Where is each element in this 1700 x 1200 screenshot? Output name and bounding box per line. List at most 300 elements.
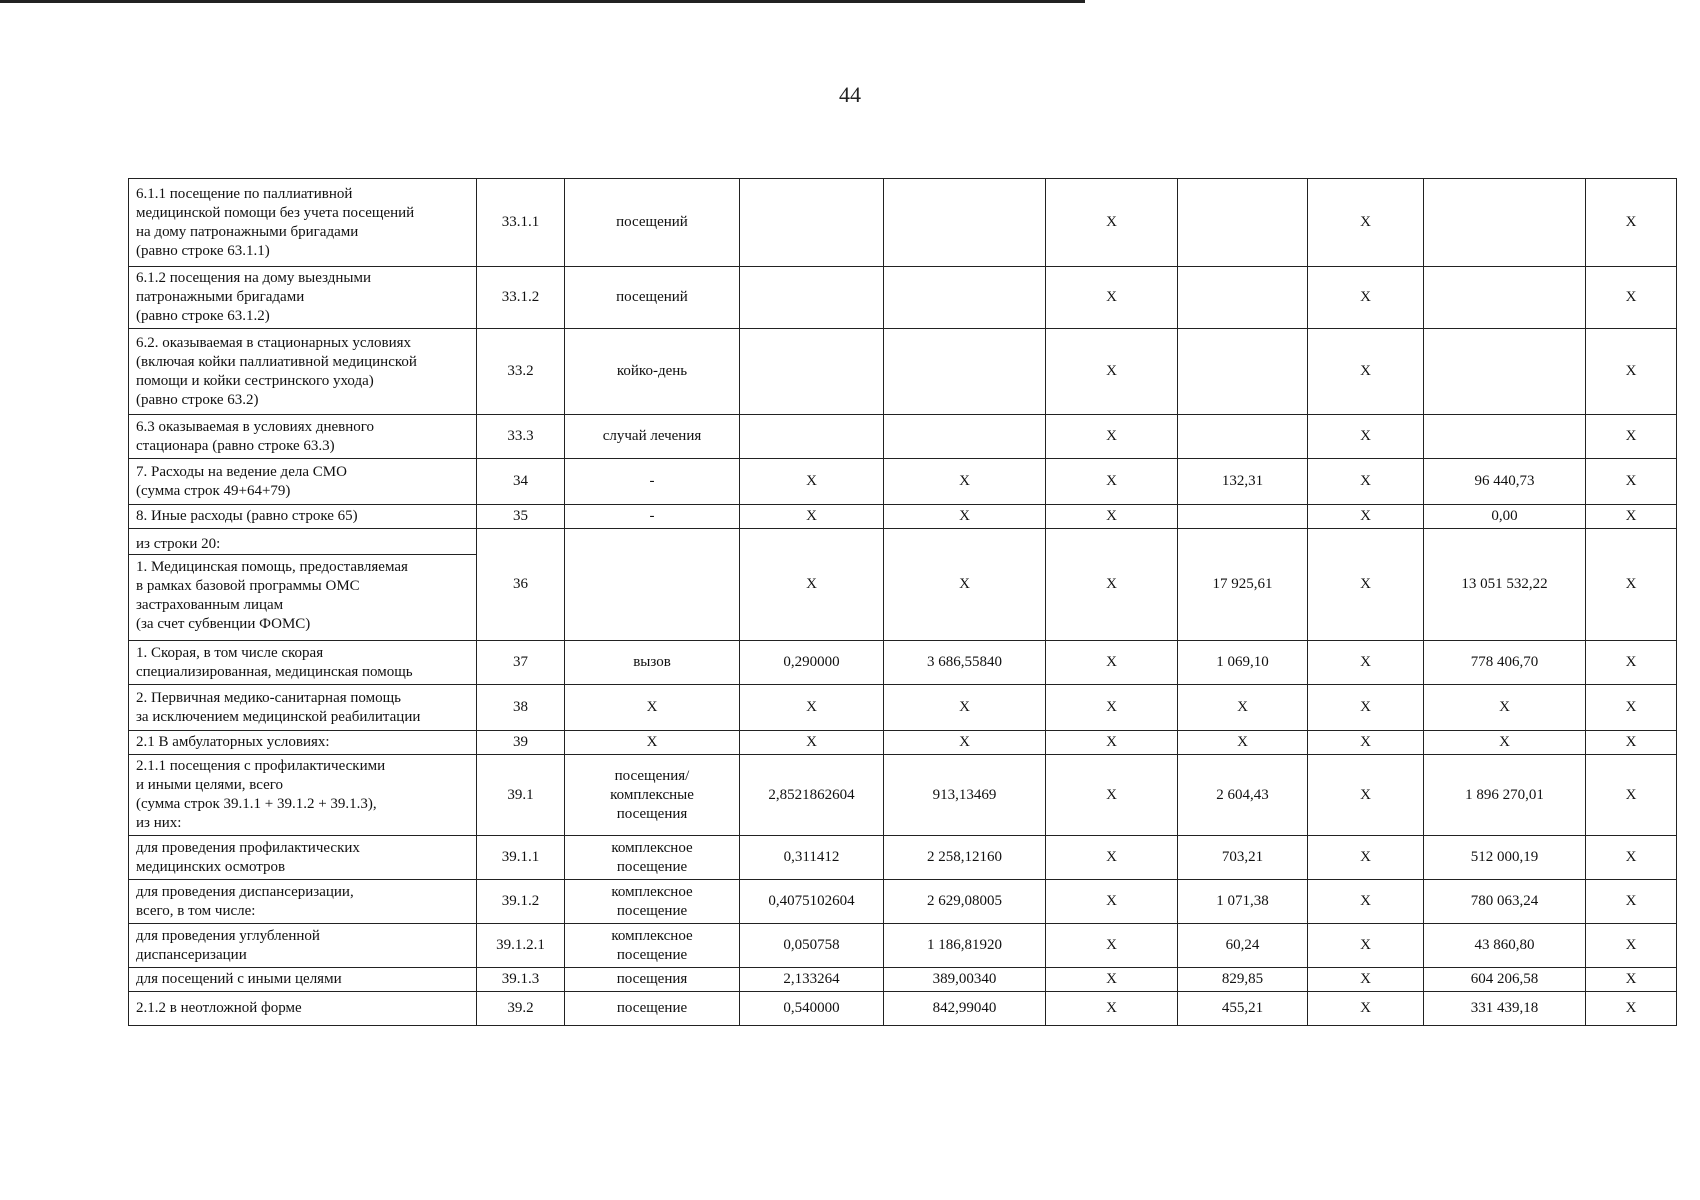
- cell-value: 331 439,18: [1470, 1000, 1539, 1016]
- cell-value: X: [1360, 289, 1371, 305]
- cell-value: X: [1106, 214, 1117, 230]
- cell-value: 2,133264: [783, 971, 840, 987]
- cell-c10: [1586, 880, 1677, 924]
- cell-c7: [1178, 968, 1308, 992]
- cell-code: [477, 880, 565, 924]
- cell-c8: [1308, 459, 1424, 505]
- cell-value: X: [1237, 734, 1248, 750]
- cell-value: 389,00340: [932, 971, 997, 987]
- cell-value: X: [1106, 576, 1117, 592]
- cell-c9: [1424, 968, 1586, 992]
- cell-c9: [1424, 685, 1586, 731]
- cell-value: X: [1625, 214, 1637, 230]
- cell-c5: [884, 267, 1046, 329]
- cell-c7: [1178, 415, 1308, 459]
- row-name-cell: [129, 641, 477, 685]
- cell-c6: [1046, 529, 1178, 641]
- cell-value: X: [1360, 734, 1371, 750]
- cell-c4: [740, 415, 884, 459]
- table-row: [129, 267, 1677, 329]
- cell-unit: [565, 731, 740, 755]
- cell-c5: [884, 685, 1046, 731]
- row-name-cell: [129, 267, 477, 329]
- cell-c8: [1308, 992, 1424, 1026]
- cell-value: 39.2: [507, 1000, 534, 1016]
- row-name-cell: [129, 731, 477, 755]
- cell-value: X: [1106, 937, 1117, 953]
- cell-c6: [1046, 731, 1178, 755]
- cell-c8: [1308, 529, 1424, 641]
- table-row: [129, 415, 1677, 459]
- cell-c9: [1424, 459, 1586, 505]
- row-name-cell: [129, 505, 477, 529]
- cell-value: -: [649, 473, 655, 489]
- cell-code: [477, 924, 565, 968]
- cell-c5: [884, 505, 1046, 529]
- cell-c10: [1586, 755, 1677, 836]
- cell-value: 39.1.2.1: [496, 937, 545, 953]
- table-row: [129, 755, 1677, 836]
- cell-value: X: [959, 699, 970, 715]
- cell-c8: [1308, 968, 1424, 992]
- cell-value: 43 860,80: [1474, 937, 1535, 953]
- cell-value: 455,21: [1221, 1000, 1264, 1016]
- cell-value: X: [1360, 428, 1371, 444]
- cell-c8: [1308, 505, 1424, 529]
- cell-value: X: [1106, 1000, 1117, 1016]
- cell-c9: [1424, 731, 1586, 755]
- cell-c8: [1308, 755, 1424, 836]
- cell-value: 33.3: [507, 428, 534, 444]
- cell-value: X: [1360, 473, 1371, 489]
- cell-c5: [884, 529, 1046, 641]
- cell-value: 39.1.2: [501, 893, 540, 909]
- row-name: 6.1.1 посещение по паллиативной медицинской помощи без учета посещений на дому патронажными бригадами (равно строке 63.1.1): [136, 185, 415, 259]
- cell-c6: [1046, 968, 1178, 992]
- cell-c4: [740, 992, 884, 1026]
- row-name-cell: [129, 755, 477, 836]
- cell-c5: [884, 924, 1046, 968]
- table-row: [129, 836, 1677, 880]
- cell-value: X: [959, 473, 970, 489]
- cell-value: X: [1625, 849, 1637, 865]
- cell-value: 604 206,58: [1470, 971, 1539, 987]
- cell-c5: [884, 179, 1046, 267]
- cell-c8: [1308, 880, 1424, 924]
- cell-c4: [740, 329, 884, 415]
- cell-c6: [1046, 924, 1178, 968]
- top-rule: [0, 0, 1085, 3]
- cell-c4: [740, 836, 884, 880]
- row-name: 2.1.2 в неотложной форме: [136, 1000, 302, 1016]
- cell-value: X: [959, 734, 970, 750]
- cell-value: X: [1625, 786, 1637, 803]
- row-name-cell: [129, 415, 477, 459]
- cell-value: X: [806, 576, 817, 592]
- cell-value: X: [1237, 699, 1248, 715]
- cell-value: 33.1.1: [501, 214, 540, 230]
- cell-value: X: [1625, 699, 1637, 715]
- table-row: [129, 529, 1677, 641]
- cell-c4: [740, 880, 884, 924]
- cell-value: X: [1625, 937, 1637, 953]
- cell-value: 1 896 270,01: [1465, 786, 1544, 803]
- cell-code: [477, 179, 565, 267]
- table-row: [129, 731, 1677, 755]
- table-row: [129, 992, 1677, 1026]
- row-name: 8. Иные расходы (равно строке 65): [136, 508, 358, 524]
- cell-value: посещений: [616, 214, 688, 230]
- cell-c10: [1586, 505, 1677, 529]
- row-name-cell: [129, 880, 477, 924]
- cell-value: 33.1.2: [501, 289, 540, 305]
- cell-c9: [1424, 924, 1586, 968]
- cell-value: X: [1625, 363, 1637, 379]
- cell-c10: [1586, 459, 1677, 505]
- cell-c6: [1046, 992, 1178, 1026]
- cell-value: 0,00: [1491, 508, 1518, 524]
- cell-c4: [740, 267, 884, 329]
- row-name-cell: [129, 179, 477, 267]
- cell-c4: [740, 968, 884, 992]
- table-row: [129, 329, 1677, 415]
- cell-value: 36: [513, 576, 528, 592]
- cell-c9: [1424, 179, 1586, 267]
- cell-c7: [1178, 505, 1308, 529]
- cell-c9: [1424, 641, 1586, 685]
- table-row: [129, 968, 1677, 992]
- cell-c9: [1424, 529, 1586, 641]
- cell-c8: [1308, 685, 1424, 731]
- cell-value: X: [1106, 849, 1117, 865]
- cell-value: посещения/ комплексные посещения: [610, 767, 694, 822]
- table-row: [129, 685, 1677, 731]
- row-name-cell: [129, 685, 477, 731]
- cell-value: вызов: [633, 654, 671, 670]
- cell-value: 35: [513, 508, 528, 524]
- cell-c7: [1178, 924, 1308, 968]
- cell-c8: [1308, 924, 1424, 968]
- row-name: 2.1 В амбулаторных условиях:: [136, 734, 330, 750]
- cell-c5: [884, 415, 1046, 459]
- cell-c4: [740, 685, 884, 731]
- cell-unit: [565, 415, 740, 459]
- cell-value: X: [1106, 699, 1117, 715]
- cell-value: 0,050758: [783, 937, 840, 953]
- cell-c9: [1424, 992, 1586, 1026]
- cell-c10: [1586, 529, 1677, 641]
- cell-c6: [1046, 179, 1178, 267]
- cell-c8: [1308, 731, 1424, 755]
- row-name: 1. Скорая, в том числе скорая специализированная, медицинская помощь: [136, 644, 413, 680]
- cell-c6: [1046, 505, 1178, 529]
- cell-value: X: [806, 508, 817, 524]
- cell-code: [477, 329, 565, 415]
- cell-c7: [1178, 529, 1308, 641]
- cell-c9: [1424, 267, 1586, 329]
- row-name-cell: [129, 329, 477, 415]
- cell-value: X: [959, 576, 970, 592]
- cell-c7: [1178, 685, 1308, 731]
- cell-value: X: [1625, 428, 1637, 444]
- cell-unit: [565, 685, 740, 731]
- cell-value: 703,21: [1221, 849, 1264, 865]
- cell-code: [477, 685, 565, 731]
- row-name: 6.2. оказываемая в стационарных условиях (включая койки паллиативной медицинской помощи и койки сестринского ухода) (равно строке 63.2): [136, 334, 417, 408]
- cell-c4: [740, 755, 884, 836]
- cell-value: X: [1625, 576, 1637, 592]
- cell-value: X: [1625, 654, 1637, 670]
- cell-value: 1 069,10: [1216, 654, 1269, 670]
- cell-value: посещение: [616, 1000, 688, 1016]
- cell-value: X: [1106, 786, 1117, 803]
- cell-c10: [1586, 329, 1677, 415]
- cell-value: X: [806, 699, 817, 715]
- cell-unit: [565, 755, 740, 836]
- cell-c7: [1178, 836, 1308, 880]
- cell-value: X: [1360, 508, 1371, 524]
- cell-value: X: [1360, 893, 1371, 909]
- cell-value: 39.1: [507, 786, 534, 803]
- row-name-cell: [129, 529, 477, 641]
- page-number: 44: [839, 82, 861, 107]
- cell-c8: [1308, 179, 1424, 267]
- cell-value: 0,4075102604: [768, 893, 855, 909]
- cell-c7: [1178, 459, 1308, 505]
- cell-c4: [740, 731, 884, 755]
- cell-value: 34: [513, 473, 528, 489]
- cell-c5: [884, 968, 1046, 992]
- cell-value: X: [1106, 289, 1117, 305]
- cell-unit: [565, 179, 740, 267]
- row-name-cell: [129, 924, 477, 968]
- cell-code: [477, 836, 565, 880]
- cell-c5: [884, 731, 1046, 755]
- cell-c10: [1586, 924, 1677, 968]
- cell-c7: [1178, 329, 1308, 415]
- row-name: для посещений с иными целями: [136, 971, 342, 987]
- cell-value: X: [1360, 786, 1371, 803]
- cell-c7: [1178, 880, 1308, 924]
- table-row: [129, 880, 1677, 924]
- cell-value: 38: [513, 699, 528, 715]
- cell-value: X: [806, 473, 817, 489]
- row-name: 7. Расходы на ведение дела СМО (сумма строк 49+64+79): [136, 463, 347, 499]
- cell-value: случай лечения: [602, 428, 702, 444]
- cell-c6: [1046, 880, 1178, 924]
- cell-c5: [884, 836, 1046, 880]
- cell-c10: [1586, 267, 1677, 329]
- cell-value: X: [646, 734, 658, 750]
- cell-value: X: [1106, 654, 1117, 670]
- cell-code: [477, 459, 565, 505]
- cell-code: [477, 529, 565, 641]
- cell-value: посещения: [616, 971, 688, 987]
- cell-c6: [1046, 836, 1178, 880]
- cell-value: 2,8521862604: [768, 786, 855, 803]
- cell-c4: [740, 459, 884, 505]
- cell-value: 13 051 532,22: [1461, 576, 1548, 592]
- cell-value: X: [646, 699, 658, 715]
- cell-value: 2 629,08005: [927, 893, 1002, 909]
- cell-c4: [740, 179, 884, 267]
- row-name-cell: [129, 836, 477, 880]
- cell-code: [477, 755, 565, 836]
- cell-value: 1 071,38: [1216, 893, 1269, 909]
- cell-c5: [884, 880, 1046, 924]
- cell-value: X: [1360, 699, 1371, 715]
- cell-value: X: [1625, 473, 1637, 489]
- cell-value: 37: [513, 654, 528, 670]
- cell-value: X: [1499, 699, 1510, 715]
- cell-c9: [1424, 836, 1586, 880]
- cell-c10: [1586, 685, 1677, 731]
- cell-value: 778 406,70: [1470, 654, 1539, 670]
- cell-unit: [565, 529, 740, 641]
- cell-c6: [1046, 641, 1178, 685]
- cell-c4: [740, 924, 884, 968]
- cell-c8: [1308, 641, 1424, 685]
- cell-c10: [1586, 968, 1677, 992]
- row-name: для проведения углубленной диспансеризации: [136, 927, 320, 963]
- row-name: для проведения диспансеризации, всего, в том числе:: [136, 883, 354, 919]
- row-name: 2. Первичная медико-санитарная помощь за исключением медицинской реабилитации: [136, 689, 421, 725]
- cell-value: 2 258,12160: [927, 849, 1002, 865]
- cell-c9: [1424, 329, 1586, 415]
- cell-c10: [1586, 731, 1677, 755]
- cell-value: 0,540000: [783, 1000, 840, 1016]
- cell-value: койко-день: [616, 363, 688, 379]
- cell-unit: [565, 505, 740, 529]
- cell-value: 2 604,43: [1216, 786, 1269, 803]
- cell-c9: [1424, 415, 1586, 459]
- cell-c6: [1046, 267, 1178, 329]
- cell-value: -: [649, 508, 655, 524]
- cell-unit: [565, 641, 740, 685]
- cell-c7: [1178, 755, 1308, 836]
- cell-c5: [884, 329, 1046, 415]
- cell-value: 1 186,81920: [927, 937, 1002, 953]
- cell-value: X: [1625, 971, 1637, 987]
- cell-value: 96 440,73: [1474, 473, 1535, 489]
- cell-value: X: [806, 734, 817, 750]
- cell-value: X: [1360, 937, 1371, 953]
- cell-c4: [740, 641, 884, 685]
- row-name-cell: [129, 459, 477, 505]
- cell-code: [477, 267, 565, 329]
- cell-value: X: [1360, 971, 1371, 987]
- cell-value: X: [1625, 289, 1637, 305]
- cell-value: X: [1360, 214, 1371, 230]
- row-name: 2.1.1 посещения с профилактическими и иными целями, всего (сумма строк 39.1.1 + 39.1.2 + 39.1.3), из них:: [136, 758, 386, 831]
- cell-c5: [884, 992, 1046, 1026]
- cell-value: 0,311412: [783, 849, 840, 865]
- cell-c6: [1046, 415, 1178, 459]
- cell-code: [477, 731, 565, 755]
- cell-unit: [565, 836, 740, 880]
- row-name: 6.1.2 посещения на дому выездными патронажными бригадами (равно строке 63.1.2): [136, 270, 371, 324]
- cell-value: комплексное посещение: [611, 839, 693, 875]
- cell-c4: [740, 505, 884, 529]
- cell-value: 913,13469: [932, 786, 997, 803]
- section-note: из строки 20:: [129, 535, 476, 555]
- cell-c4: [740, 529, 884, 641]
- cell-value: 780 063,24: [1470, 893, 1539, 909]
- cell-value: 842,99040: [932, 1000, 997, 1016]
- cell-value: X: [959, 508, 970, 524]
- cell-code: [477, 992, 565, 1026]
- cell-value: X: [1360, 1000, 1371, 1016]
- cell-c10: [1586, 836, 1677, 880]
- cell-code: [477, 641, 565, 685]
- cell-c10: [1586, 641, 1677, 685]
- row-name: для проведения профилактических медицинских осмотров: [136, 839, 360, 875]
- cell-value: комплексное посещение: [611, 883, 693, 919]
- cell-value: X: [1360, 654, 1371, 670]
- cell-c7: [1178, 179, 1308, 267]
- cell-code: [477, 415, 565, 459]
- table-row: [129, 924, 1677, 968]
- cell-value: X: [1499, 734, 1510, 750]
- cell-code: [477, 968, 565, 992]
- cell-c8: [1308, 415, 1424, 459]
- cell-value: X: [1106, 473, 1117, 489]
- cell-c5: [884, 755, 1046, 836]
- cell-c7: [1178, 267, 1308, 329]
- cell-unit: [565, 924, 740, 968]
- row-name-cell: [129, 968, 477, 992]
- data-table: [128, 178, 1677, 1026]
- table-row: [129, 505, 1677, 529]
- cell-value: 829,85: [1221, 971, 1264, 987]
- cell-c6: [1046, 329, 1178, 415]
- cell-c8: [1308, 329, 1424, 415]
- cell-value: X: [1360, 849, 1371, 865]
- cell-c7: [1178, 992, 1308, 1026]
- cell-value: 3 686,55840: [927, 654, 1002, 670]
- cell-c8: [1308, 267, 1424, 329]
- cell-value: 17 925,61: [1212, 576, 1273, 592]
- cell-unit: [565, 329, 740, 415]
- cell-unit: [565, 992, 740, 1026]
- cell-value: X: [1625, 508, 1637, 524]
- cell-value: 39.1.1: [501, 849, 540, 865]
- cell-value: X: [1625, 1000, 1637, 1016]
- cell-value: 60,24: [1225, 937, 1260, 953]
- cell-c9: [1424, 880, 1586, 924]
- cell-value: 39.1.3: [501, 971, 540, 987]
- cell-code: [477, 505, 565, 529]
- cell-value: X: [1106, 428, 1117, 444]
- table-row: [129, 179, 1677, 267]
- cell-c6: [1046, 459, 1178, 505]
- row-name: 6.3 оказываемая в условиях дневного стационара (равно строке 63.3): [136, 418, 375, 454]
- cell-value: X: [1360, 363, 1371, 379]
- cell-c7: [1178, 731, 1308, 755]
- table-row: [129, 459, 1677, 505]
- cell-unit: [565, 968, 740, 992]
- cell-c5: [884, 641, 1046, 685]
- cell-value: X: [1106, 363, 1117, 379]
- cell-c6: [1046, 755, 1178, 836]
- cell-c10: [1586, 415, 1677, 459]
- cell-value: комплексное посещение: [611, 927, 693, 963]
- cell-unit: [565, 459, 740, 505]
- table-row: [129, 641, 1677, 685]
- cell-value: X: [1625, 893, 1637, 909]
- cell-c10: [1586, 992, 1677, 1026]
- cell-unit: [565, 267, 740, 329]
